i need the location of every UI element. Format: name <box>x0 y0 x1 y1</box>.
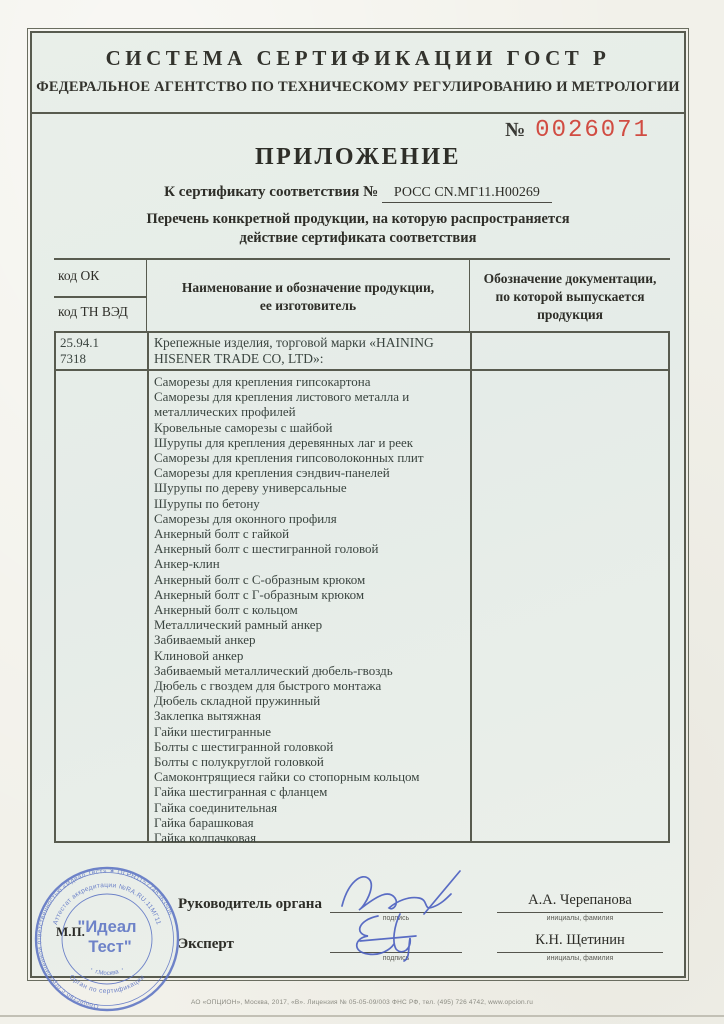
expert-name: К.Н. Щетинин <box>535 932 625 948</box>
certificate-reference-label: К сертификату соответствия № <box>164 184 379 200</box>
subtitle-line-1: Перечень конкретной продукции, на которую распространяется <box>146 211 570 227</box>
stamp-city-text: ・ г.Москва ・ <box>86 965 128 978</box>
blank-number-sign: № <box>505 119 526 141</box>
table-header <box>54 258 670 331</box>
product-item: Саморезы для крепления гипсоволоконных плит <box>154 450 424 466</box>
page-title: ПРИЛОЖЕНИЕ <box>254 144 462 170</box>
product-item: Забиваемый анкер <box>154 632 256 648</box>
signature-caption-1: подпись <box>382 915 410 922</box>
code-ok-header: код ОК <box>58 268 100 283</box>
product-item: Гайка соединительная <box>154 799 278 815</box>
first-row-divider <box>56 369 668 371</box>
subtitle-line-2: действие сертификата соответствия <box>239 230 477 246</box>
expert-label: Эксперт <box>178 936 234 952</box>
stamp-accreditation-text: Аттестат аккредитации №RA.RU.11МГ11 <box>52 881 162 926</box>
product-item: Гайка колпачковая <box>154 830 257 846</box>
product-item: Анкерный болт с шестигранной головой <box>154 541 379 557</box>
name-line-2 <box>497 952 663 953</box>
place-of-stamp-label: М.П. <box>56 924 85 939</box>
product-item: Заклепка вытяжная <box>154 708 262 724</box>
product-item: Гайка шестигранная с фланцем <box>154 784 328 800</box>
product-group-title: Крепежные изделия, торговой марки «HAINING HISENER TRADE CO, LTD»: <box>154 335 434 366</box>
blank-number-row <box>0 117 650 144</box>
product-item: Шурупы по бетону <box>154 495 260 511</box>
name-caption-1: инициалы, фамилия <box>546 915 614 922</box>
product-item: Болты с полукруглой головкой <box>154 754 324 770</box>
product-item: Анкерный болт с кольцом <box>154 602 298 618</box>
product-item: Металлический рамный анкер <box>154 617 323 633</box>
certificate-number: РОСС CN.МГ11.Н00269 <box>382 185 552 203</box>
print-house-footer: АО «ОПЦИОН», Москва, 2017, «В». Лицензия № 05-05-09/003 ФНС РФ, тел. (495) 726 4742, www.opcion.ru <box>190 999 534 1006</box>
product-item: Анкер-клин <box>154 556 220 572</box>
head-name: А.А. Черепанова <box>528 892 632 908</box>
handwritten-signature-2 <box>344 908 434 962</box>
header-divider <box>30 112 686 114</box>
product-item: Саморезы для крепления листового металла и металлических профилей <box>154 389 410 420</box>
product-item: Гайка барашковая <box>154 814 254 830</box>
product-item: Шурупы по дереву универсальные <box>154 480 347 496</box>
head-of-body-label: Руководитель органа <box>178 896 322 912</box>
certification-system-title: СИСТЕМА СЕРТИФИКАЦИИ ГОСТ Р <box>105 46 611 70</box>
codes-header-divider <box>54 296 146 298</box>
product-item: Дюбель складной пружинный <box>154 693 321 709</box>
scan-edge-line <box>0 1015 724 1017</box>
product-item: Клиновой анкер <box>154 647 244 663</box>
product-item: Шурупы для крепления деревянных лаг и реек <box>154 434 414 450</box>
certification-body-stamp <box>24 856 190 1022</box>
product-item: Забиваемый металлический дюбель-гвоздь <box>154 662 393 678</box>
name-caption-2: инициалы, фамилия <box>546 955 614 962</box>
product-item: Болты с шестигранной головкой <box>154 738 334 754</box>
code-ok-value: 25.94.1 <box>60 335 99 350</box>
code-tnved-header: код ТН ВЭД <box>58 304 128 319</box>
stamp-center-line-1: "Идеал <box>77 918 137 936</box>
stamp-body-type-text: Орган по сертификации <box>67 973 147 996</box>
column-product-header: Наименование и обозначение продукции, ее изготовитель <box>147 260 470 333</box>
table-vertical-divider-2 <box>470 333 472 841</box>
signature-caption-2: подпись <box>382 955 410 962</box>
product-item: Саморезы для крепления гипсокартона <box>154 374 371 389</box>
product-item: Кровельные саморезы с шайбой <box>154 419 333 435</box>
product-item: Саморезы для крепления сэндвич-панелей <box>154 465 390 481</box>
product-item: Гайки шестигранные <box>154 723 271 739</box>
product-item: Анкерный болт с С-образным крюком <box>154 571 366 587</box>
product-item: Самоконтрящиеся гайки со стопорным кольцом <box>154 769 420 785</box>
blank-number-value: 0026071 <box>535 117 650 144</box>
federal-agency-title: ФЕДЕРАЛЬНОЕ АГЕНТСТВО ПО ТЕХНИЧЕСКОМУ РЕГУЛИРОВАНИЮ И МЕТРОЛОГИИ <box>36 79 680 95</box>
product-item: Дюбель с гвоздем для быстрого монтажа <box>154 678 382 694</box>
name-line-1 <box>497 912 663 913</box>
stamp-outer-ring-text: Общество с ограниченной ответственностью «Идеал Тест» ✶ ОГРН1157746363506 <box>36 867 174 1010</box>
table-vertical-divider-1 <box>147 333 149 841</box>
stamp-center-line-2: Тест" <box>88 938 132 956</box>
column-documentation-header: Обозначение документации, по которой выпускается продукция <box>483 270 657 322</box>
column-codes-header <box>54 260 147 333</box>
code-tnved-value: 7318 <box>60 351 86 366</box>
product-item: Саморезы для оконного профиля <box>154 510 337 526</box>
product-list-subtitle <box>30 210 686 248</box>
product-item: Анкерный болт с гайкой <box>154 526 290 542</box>
certificate-reference-line <box>30 184 686 201</box>
product-list <box>154 374 462 845</box>
table-body <box>54 331 670 846</box>
product-item: Анкерный болт с Г-образным крюком <box>154 586 365 602</box>
code-values <box>60 335 99 367</box>
